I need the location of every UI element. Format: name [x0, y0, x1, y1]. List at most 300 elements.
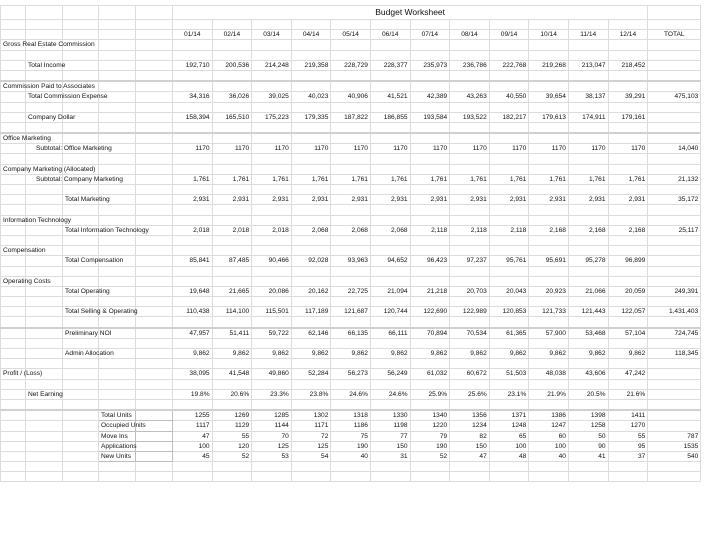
- value-cell[interactable]: 179,161: [608, 112, 648, 122]
- cell[interactable]: [1, 349, 26, 359]
- cell[interactable]: [1, 205, 26, 215]
- row-label[interactable]: [99, 431, 136, 441]
- cell[interactable]: [173, 20, 213, 30]
- row-label[interactable]: [26, 389, 63, 399]
- cell[interactable]: [26, 297, 63, 307]
- cell[interactable]: [1, 20, 26, 30]
- row-label[interactable]: [63, 286, 110, 296]
- cell[interactable]: [26, 195, 63, 205]
- cell[interactable]: [136, 359, 173, 369]
- cell[interactable]: [1, 266, 26, 276]
- value-cell[interactable]: [212, 276, 252, 286]
- total-cell[interactable]: [648, 246, 701, 256]
- cell[interactable]: [529, 399, 569, 410]
- cell[interactable]: [212, 154, 252, 164]
- cell[interactable]: [529, 266, 569, 276]
- cell[interactable]: [331, 317, 371, 328]
- value-cell[interactable]: 1186: [331, 421, 371, 431]
- cell[interactable]: [99, 70, 136, 81]
- value-cell[interactable]: [489, 215, 529, 225]
- cell[interactable]: [291, 399, 331, 410]
- month-header[interactable]: 12/14: [608, 30, 648, 40]
- cell[interactable]: [99, 235, 136, 245]
- cell[interactable]: [136, 215, 173, 225]
- value-cell[interactable]: 2,931: [212, 195, 252, 205]
- cell[interactable]: [1, 389, 26, 399]
- value-cell[interactable]: 1411: [608, 410, 648, 421]
- cell[interactable]: [136, 276, 173, 286]
- cell[interactable]: [1, 317, 26, 328]
- value-cell[interactable]: 1198: [370, 421, 410, 431]
- cell[interactable]: [1, 256, 26, 266]
- cell[interactable]: [331, 379, 371, 389]
- cell[interactable]: [568, 205, 608, 215]
- cell[interactable]: [252, 122, 292, 133]
- value-cell[interactable]: 1248: [489, 421, 529, 431]
- value-cell[interactable]: [212, 164, 252, 174]
- cell[interactable]: [568, 317, 608, 328]
- cell[interactable]: [136, 81, 173, 92]
- cell[interactable]: [410, 102, 450, 112]
- cell[interactable]: [410, 359, 450, 369]
- total-cell[interactable]: [648, 410, 701, 421]
- value-cell[interactable]: 158,394: [173, 112, 213, 122]
- value-cell[interactable]: 20,043: [489, 286, 529, 296]
- value-cell[interactable]: [291, 133, 331, 144]
- value-cell[interactable]: [370, 215, 410, 225]
- value-cell[interactable]: 56,249: [370, 369, 410, 379]
- cell[interactable]: [26, 122, 63, 133]
- cell[interactable]: [26, 70, 63, 81]
- cell[interactable]: [331, 359, 371, 369]
- cell[interactable]: [99, 399, 136, 410]
- value-cell[interactable]: 235,973: [410, 60, 450, 70]
- value-cell[interactable]: [529, 133, 569, 144]
- cell[interactable]: [212, 185, 252, 195]
- value-cell[interactable]: 2,118: [410, 225, 450, 235]
- value-cell[interactable]: 1170: [252, 144, 292, 154]
- cell[interactable]: [291, 235, 331, 245]
- cell[interactable]: [173, 70, 213, 81]
- value-cell[interactable]: [212, 40, 252, 50]
- value-cell[interactable]: 236,786: [450, 60, 490, 70]
- value-cell[interactable]: 24.6%: [331, 389, 371, 399]
- cell[interactable]: [568, 185, 608, 195]
- value-cell[interactable]: 47,957: [173, 328, 213, 339]
- cell[interactable]: [370, 379, 410, 389]
- value-cell[interactable]: 20.6%: [212, 389, 252, 399]
- value-cell[interactable]: 2,931: [331, 195, 371, 205]
- value-cell[interactable]: 21.9%: [529, 389, 569, 399]
- value-cell[interactable]: 219,268: [529, 60, 569, 70]
- cell[interactable]: [63, 441, 99, 451]
- cell[interactable]: [370, 185, 410, 195]
- value-cell[interactable]: [410, 246, 450, 256]
- value-cell[interactable]: 1117: [173, 421, 213, 431]
- value-cell[interactable]: 114,100: [212, 307, 252, 317]
- cell[interactable]: [1, 112, 26, 122]
- value-cell[interactable]: 2,931: [489, 195, 529, 205]
- value-cell[interactable]: 125: [252, 441, 292, 451]
- value-cell[interactable]: 1302: [291, 410, 331, 421]
- cell[interactable]: [608, 317, 648, 328]
- value-cell[interactable]: 1170: [370, 144, 410, 154]
- value-cell[interactable]: [370, 81, 410, 92]
- cell[interactable]: [252, 338, 292, 348]
- cell[interactable]: [99, 297, 136, 307]
- cell[interactable]: [173, 50, 213, 60]
- value-cell[interactable]: 165,510: [212, 112, 252, 122]
- total-cell[interactable]: [648, 421, 701, 431]
- value-cell[interactable]: 51,503: [489, 369, 529, 379]
- value-cell[interactable]: 53,468: [568, 328, 608, 339]
- value-cell[interactable]: 200,536: [212, 60, 252, 70]
- value-cell[interactable]: 150: [450, 441, 490, 451]
- cell[interactable]: [99, 102, 136, 112]
- value-cell[interactable]: [173, 215, 213, 225]
- cell[interactable]: [173, 379, 213, 389]
- value-cell[interactable]: 70,894: [410, 328, 450, 339]
- cell[interactable]: [291, 185, 331, 195]
- cell[interactable]: [63, 399, 99, 410]
- cell[interactable]: [1, 399, 26, 410]
- cell[interactable]: [489, 317, 529, 328]
- cell[interactable]: [26, 399, 63, 410]
- cell[interactable]: [99, 40, 136, 50]
- month-header[interactable]: 05/14: [331, 30, 371, 40]
- value-cell[interactable]: 122,057: [608, 307, 648, 317]
- value-cell[interactable]: 52: [212, 451, 252, 461]
- cell[interactable]: [370, 205, 410, 215]
- cell[interactable]: [136, 185, 173, 195]
- value-cell[interactable]: 41: [568, 451, 608, 461]
- cell[interactable]: [136, 256, 173, 266]
- value-cell[interactable]: 1,761: [252, 174, 292, 184]
- cell[interactable]: [489, 70, 529, 81]
- value-cell[interactable]: 9,862: [252, 349, 292, 359]
- value-cell[interactable]: 9,862: [529, 349, 569, 359]
- cell[interactable]: [648, 317, 701, 328]
- value-cell[interactable]: 96,423: [410, 256, 450, 266]
- cell[interactable]: [331, 266, 371, 276]
- cell[interactable]: [489, 185, 529, 195]
- cell[interactable]: [291, 472, 331, 482]
- cell[interactable]: [63, 369, 99, 379]
- total-header[interactable]: TOTAL: [648, 30, 701, 40]
- cell[interactable]: [212, 50, 252, 60]
- cell[interactable]: [136, 235, 173, 245]
- cell[interactable]: [63, 276, 99, 286]
- cell[interactable]: [1, 154, 26, 164]
- cell[interactable]: [99, 246, 136, 256]
- cell[interactable]: [529, 205, 569, 215]
- value-cell[interactable]: 23.3%: [252, 389, 292, 399]
- cell[interactable]: [608, 50, 648, 60]
- cell[interactable]: [291, 205, 331, 215]
- value-cell[interactable]: 45: [173, 451, 213, 461]
- value-cell[interactable]: 100: [489, 441, 529, 451]
- value-cell[interactable]: 75: [331, 431, 371, 441]
- value-cell[interactable]: [291, 164, 331, 174]
- value-cell[interactable]: 1170: [212, 144, 252, 154]
- cell[interactable]: [1, 174, 26, 184]
- cell[interactable]: [212, 317, 252, 328]
- cell[interactable]: [1, 60, 26, 70]
- value-cell[interactable]: 90: [568, 441, 608, 451]
- cell[interactable]: [410, 379, 450, 389]
- cell[interactable]: [529, 154, 569, 164]
- value-cell[interactable]: 40,550: [489, 92, 529, 102]
- cell[interactable]: [252, 50, 292, 60]
- value-cell[interactable]: [529, 81, 569, 92]
- value-cell[interactable]: 34,316: [173, 92, 213, 102]
- cell[interactable]: [212, 472, 252, 482]
- cell[interactable]: [450, 359, 490, 369]
- value-cell[interactable]: [370, 40, 410, 50]
- cell[interactable]: [63, 122, 99, 133]
- value-cell[interactable]: [212, 246, 252, 256]
- value-cell[interactable]: [173, 81, 213, 92]
- cell[interactable]: [26, 431, 63, 441]
- section-label[interactable]: [1, 40, 95, 50]
- value-cell[interactable]: [173, 40, 213, 50]
- cell[interactable]: [370, 317, 410, 328]
- cell[interactable]: [450, 185, 490, 195]
- value-cell[interactable]: 2,168: [568, 225, 608, 235]
- cell[interactable]: [212, 102, 252, 112]
- value-cell[interactable]: 2,931: [291, 195, 331, 205]
- value-cell[interactable]: 41,548: [212, 369, 252, 379]
- cell[interactable]: [26, 286, 63, 296]
- total-cell[interactable]: 14,040: [648, 144, 701, 154]
- cell[interactable]: [252, 185, 292, 195]
- value-cell[interactable]: 9,862: [489, 349, 529, 359]
- value-cell[interactable]: [608, 215, 648, 225]
- value-cell[interactable]: 1258: [568, 421, 608, 431]
- cell[interactable]: [136, 50, 173, 60]
- value-cell[interactable]: [252, 81, 292, 92]
- value-cell[interactable]: 1398: [568, 410, 608, 421]
- value-cell[interactable]: 20,923: [529, 286, 569, 296]
- cell[interactable]: [63, 30, 99, 40]
- value-cell[interactable]: [450, 164, 490, 174]
- value-cell[interactable]: 47: [450, 451, 490, 461]
- cell[interactable]: [450, 472, 490, 482]
- cell[interactable]: [99, 112, 136, 122]
- cell[interactable]: [370, 472, 410, 482]
- total-cell[interactable]: 475,103: [648, 92, 701, 102]
- cell[interactable]: [648, 205, 701, 215]
- cell[interactable]: [489, 338, 529, 348]
- value-cell[interactable]: 20,162: [291, 286, 331, 296]
- cell[interactable]: [99, 215, 136, 225]
- cell[interactable]: [173, 297, 213, 307]
- total-cell[interactable]: 787: [648, 431, 701, 441]
- cell[interactable]: [489, 379, 529, 389]
- cell[interactable]: [568, 235, 608, 245]
- value-cell[interactable]: 1386: [529, 410, 569, 421]
- row-label[interactable]: [26, 92, 108, 102]
- value-cell[interactable]: 1,761: [410, 174, 450, 184]
- cell[interactable]: [648, 70, 701, 81]
- cell[interactable]: [489, 235, 529, 245]
- cell[interactable]: [529, 338, 569, 348]
- month-header[interactable]: 02/14: [212, 30, 252, 40]
- cell[interactable]: [648, 235, 701, 245]
- value-cell[interactable]: 100: [173, 441, 213, 451]
- cell[interactable]: [1, 70, 26, 81]
- value-cell[interactable]: [608, 246, 648, 256]
- cell[interactable]: [648, 185, 701, 195]
- value-cell[interactable]: [529, 215, 569, 225]
- value-cell[interactable]: 1,761: [370, 174, 410, 184]
- cell[interactable]: [173, 205, 213, 215]
- value-cell[interactable]: [252, 215, 292, 225]
- cell[interactable]: [26, 472, 63, 482]
- cell[interactable]: [331, 20, 371, 30]
- value-cell[interactable]: [568, 133, 608, 144]
- cell[interactable]: [648, 154, 701, 164]
- value-cell[interactable]: 50: [568, 431, 608, 441]
- value-cell[interactable]: 190: [410, 441, 450, 451]
- value-cell[interactable]: 2,931: [568, 195, 608, 205]
- value-cell[interactable]: 20,703: [450, 286, 490, 296]
- value-cell[interactable]: 9,862: [568, 349, 608, 359]
- cell[interactable]: [136, 70, 173, 81]
- value-cell[interactable]: 1,761: [608, 174, 648, 184]
- cell[interactable]: [173, 472, 213, 482]
- value-cell[interactable]: 190: [331, 441, 371, 451]
- cell[interactable]: [26, 20, 63, 30]
- value-cell[interactable]: [212, 133, 252, 144]
- cell[interactable]: [136, 349, 173, 359]
- value-cell[interactable]: 9,862: [212, 349, 252, 359]
- value-cell[interactable]: [173, 164, 213, 174]
- cell[interactable]: [529, 317, 569, 328]
- value-cell[interactable]: 48,038: [529, 369, 569, 379]
- cell[interactable]: [26, 154, 63, 164]
- section-label[interactable]: [1, 81, 95, 92]
- cell[interactable]: [252, 266, 292, 276]
- cell[interactable]: [99, 6, 136, 20]
- cell[interactable]: [173, 317, 213, 328]
- value-cell[interactable]: [608, 40, 648, 50]
- cell[interactable]: [63, 50, 99, 60]
- value-cell[interactable]: 2,168: [608, 225, 648, 235]
- cell[interactable]: [63, 20, 99, 30]
- cell[interactable]: [1, 338, 26, 348]
- value-cell[interactable]: 120,853: [489, 307, 529, 317]
- value-cell[interactable]: 52: [410, 451, 450, 461]
- cell[interactable]: [63, 338, 99, 348]
- value-cell[interactable]: 1,761: [529, 174, 569, 184]
- cell[interactable]: [331, 338, 371, 348]
- cell[interactable]: [648, 122, 701, 133]
- cell[interactable]: [410, 122, 450, 133]
- cell[interactable]: [99, 30, 136, 40]
- cell[interactable]: [331, 235, 371, 245]
- cell[interactable]: [136, 60, 173, 70]
- value-cell[interactable]: 2,118: [489, 225, 529, 235]
- value-cell[interactable]: 40: [529, 451, 569, 461]
- value-cell[interactable]: 1220: [410, 421, 450, 431]
- cell[interactable]: [136, 338, 173, 348]
- value-cell[interactable]: 61,032: [410, 369, 450, 379]
- value-cell[interactable]: [370, 276, 410, 286]
- cell[interactable]: [489, 20, 529, 30]
- value-cell[interactable]: 1269: [212, 410, 252, 421]
- cell[interactable]: [1, 431, 26, 441]
- cell[interactable]: [136, 195, 173, 205]
- cell[interactable]: [410, 154, 450, 164]
- value-cell[interactable]: [252, 164, 292, 174]
- value-cell[interactable]: 1170: [529, 144, 569, 154]
- value-cell[interactable]: 95,761: [489, 256, 529, 266]
- cell[interactable]: [608, 235, 648, 245]
- value-cell[interactable]: 23.1%: [489, 389, 529, 399]
- cell[interactable]: [99, 205, 136, 215]
- value-cell[interactable]: 193,522: [450, 112, 490, 122]
- cell[interactable]: [212, 399, 252, 410]
- cell[interactable]: [173, 462, 213, 472]
- cell[interactable]: [608, 379, 648, 389]
- cell[interactable]: [568, 462, 608, 472]
- cell[interactable]: [63, 389, 99, 399]
- cell[interactable]: [450, 399, 490, 410]
- cell[interactable]: [608, 297, 648, 307]
- row-label[interactable]: [1, 369, 43, 379]
- cell[interactable]: [370, 338, 410, 348]
- cell[interactable]: [173, 266, 213, 276]
- value-cell[interactable]: 1,761: [331, 174, 371, 184]
- value-cell[interactable]: 1170: [173, 144, 213, 154]
- cell[interactable]: [99, 133, 136, 144]
- cell[interactable]: [1, 421, 26, 431]
- value-cell[interactable]: 1340: [410, 410, 450, 421]
- cell[interactable]: [450, 70, 490, 81]
- value-cell[interactable]: 41,521: [370, 92, 410, 102]
- value-cell[interactable]: [489, 246, 529, 256]
- cell[interactable]: [331, 399, 371, 410]
- cell[interactable]: [568, 102, 608, 112]
- value-cell[interactable]: 1170: [608, 144, 648, 154]
- value-cell[interactable]: 1234: [450, 421, 490, 431]
- cell[interactable]: [489, 205, 529, 215]
- value-cell[interactable]: [608, 81, 648, 92]
- section-label[interactable]: [1, 133, 51, 144]
- row-label[interactable]: [99, 410, 136, 421]
- value-cell[interactable]: [568, 215, 608, 225]
- value-cell[interactable]: 121,687: [331, 307, 371, 317]
- cell[interactable]: [26, 185, 63, 195]
- month-header[interactable]: 10/14: [529, 30, 569, 40]
- total-cell[interactable]: [648, 389, 701, 399]
- cell[interactable]: [331, 297, 371, 307]
- value-cell[interactable]: [608, 164, 648, 174]
- cell[interactable]: [410, 472, 450, 482]
- cell[interactable]: [648, 462, 701, 472]
- value-cell[interactable]: 122,690: [410, 307, 450, 317]
- cell[interactable]: [136, 472, 173, 482]
- value-cell[interactable]: 1170: [331, 144, 371, 154]
- value-cell[interactable]: 2,068: [291, 225, 331, 235]
- cell[interactable]: [648, 6, 701, 20]
- cell[interactable]: [26, 451, 63, 461]
- value-cell[interactable]: 95,691: [529, 256, 569, 266]
- cell[interactable]: [26, 410, 63, 421]
- cell[interactable]: [1, 102, 26, 112]
- month-header[interactable]: 11/14: [568, 30, 608, 40]
